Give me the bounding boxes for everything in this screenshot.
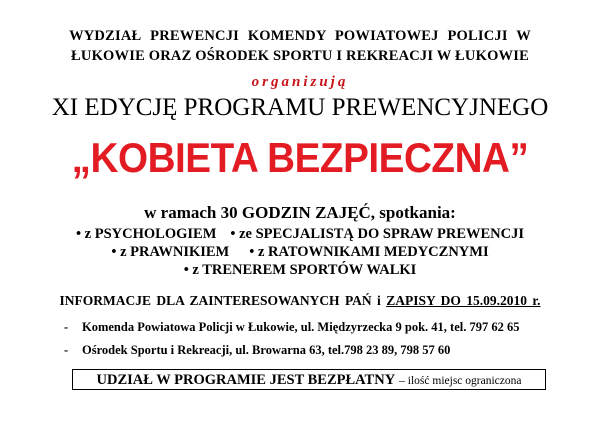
info-text: INFORMACJE DLA ZAINTERESOWANYCH PAŃ i xyxy=(59,293,381,308)
free-participation-box xyxy=(72,369,546,390)
meeting-item-specjalista: • ze SPECJALISTĄ DO SPRAW PREWENCJI xyxy=(230,226,525,242)
meeting-item-psycholog: • z PSYCHOLOGIEM xyxy=(75,226,217,242)
program-title: „KOBIETA BEZPIECZNA” xyxy=(71,134,529,181)
limited-places-note: – ilość miejsc ograniczona xyxy=(399,375,522,387)
header-line-1: WYDZIAŁ PREWENCJI KOMENDY POWIATOWEJ POLICJI W xyxy=(69,28,531,44)
address-police-text: Komenda Powiatowa Policji w Łukowie, ul. Międzyrzecka 9 pok. 41, tel. 797 62 65 xyxy=(82,320,520,334)
meetings-row-3 xyxy=(0,262,600,279)
meetings-intro: w ramach 30 GODZIN ZAJĘĆ, spotkania: xyxy=(144,203,456,222)
meeting-item-prawnik: • z PRAWNIKIEM xyxy=(111,244,230,260)
meetings-row-2 xyxy=(0,244,600,261)
free-participation-text: UDZIAŁ W PROGRAMIE JEST BEZPŁATNY xyxy=(96,372,396,388)
organizuja-text: organizują xyxy=(251,74,349,90)
info-line xyxy=(0,293,600,309)
address-sport-center xyxy=(64,343,450,358)
header-line-2: ŁUKOWIE ORAZ OŚRODEK SPORTU I REKREACJI W ŁUKOWIE xyxy=(71,48,529,64)
zapisy-deadline: ZAPISY DO 15.09.2010 r. xyxy=(386,293,541,308)
edition-heading: XI EDYCJĘ PROGRAMU PREWENCYJNEGO xyxy=(51,94,549,121)
list-dash: - xyxy=(64,343,69,357)
meeting-item-trener: • z TRENEREM SPORTÓW WALKI xyxy=(183,262,417,278)
list-dash: - xyxy=(64,320,69,334)
meetings-row-1 xyxy=(0,226,600,243)
address-police xyxy=(64,320,519,335)
meeting-item-ratownicy: • z RATOWNIKAMI MEDYCZNYMI xyxy=(249,244,489,260)
address-sport-text: Ośrodek Sportu i Rekreacji, ul. Browarna 63, tel.798 23 89, 798 57 60 xyxy=(82,343,451,357)
